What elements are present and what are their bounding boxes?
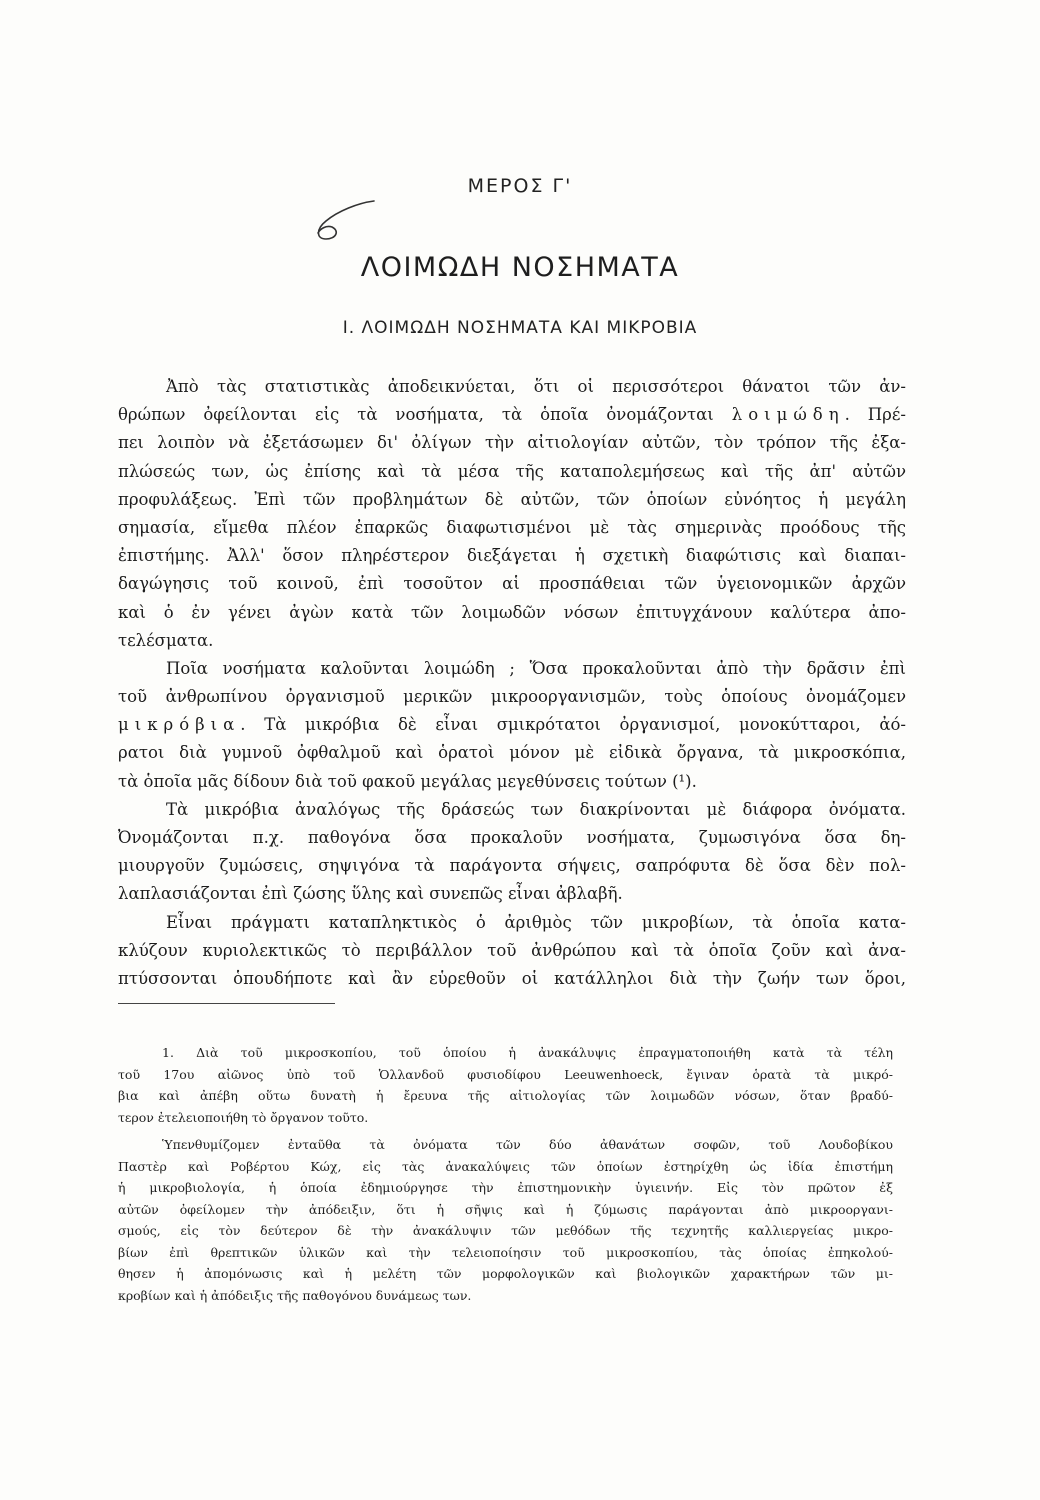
main-text — [118, 373, 906, 993]
footnote-line: κροβίων καὶ ἡ ἀπόδειξις τῆς παθογόνου δυνάμεως των. — [118, 1287, 472, 1303]
footnote-line: Ὑπενθυμίζομεν ἐνταῦθα τὰ ὀνόματα τῶν δύο ἀθανάτων σοφῶν, τοῦ Λουδοβίκου — [162, 1137, 893, 1152]
text-line: σημασία, εἴμεθα πλέον ἐπαρκῶς διαφωτισμένοι μὲ τὰς σημερινὰς προόδους τῆς — [118, 517, 906, 537]
footnotes — [118, 1042, 893, 1306]
text-line: πει λοιπὸν νὰ ἐξετάσωμεν δι' ὀλίγων τὴν αἰτιολογίαν αὐτῶν, τὸν τρόπον τῆς ἐξα- — [118, 433, 906, 453]
text-line: πλώσεώς των, ὡς ἐπίσης καὶ τὰ μέσα τῆς καταπολεμήσεως καὶ τῆς ἀπ' αὐτῶν — [118, 461, 906, 481]
footnote-reference[interactable]: (¹) — [672, 771, 692, 791]
footnote-line: ἡ μικροβιολογία, ἡ ὁποία ἐδημιούργησε τὴν ἐπιστημονικὴν ὑγιεινήν. Εἰς τὸν πρῶτον ἐξ — [118, 1180, 893, 1195]
text-line: ἐπιστήμης. Ἀλλ' ὅσον πληρέστερον διεξάγεται ἡ σχετικὴ διαφώτισις καὶ διαπαι- — [118, 546, 906, 566]
text-line: κλύζουν κυριολεκτικῶς τὸ περιβάλλον τοῦ ἀνθρώπου καὶ τὰ ὁποῖα ζοῦν καὶ ἀνα- — [118, 940, 906, 960]
footnote-line: αὐτῶν ὀφείλομεν τὴν ἀπόδειξιν, ὅτι ἡ σῆψις καὶ ἡ ζύμωσις παράγονται ἀπὸ μικροοργανι- — [118, 1201, 893, 1217]
footnote-line: Παστὲρ καὶ Ροβέρτου Κώχ, εἰς τὰς ἀνακαλύψεις τῶν ὁποίων ἐστηρίχθη ὡς ἰδία ἐπιστήμη — [118, 1158, 893, 1174]
text-line: Τὰ μικρόβια ἀναλόγως τῆς δράσεώς των διακρίνονται μὲ διάφορα ὀνόματα. — [166, 799, 906, 819]
text-line: τελέσματα. — [118, 630, 214, 650]
text-line: δαγώγησις τοῦ κοινοῦ, ἐπὶ τοσοῦτον αἱ προσπάθειαι τῶν ὑγειονομικῶν ἀρχῶν — [118, 574, 906, 594]
text-line: θρώπων ὀφείλονται εἰς τὰ νοσήματα, τὰ ὁποῖα ὀνομάζονται λοιμώδη. Πρέ- — [118, 405, 907, 425]
part-title: ΜΕΡΟΣ Γ' — [467, 175, 573, 197]
text-line: Ἀπὸ τὰς στατιστικὰς ἀποδεικνύεται, ὅτι οἱ περισσότεροι θάνατοι τῶν ἀν- — [166, 377, 906, 396]
text-line: Εἶναι πράγματι καταπληκτικὸς ὁ ἀριθμὸς τῶν μικροβίων, τὰ ὁποῖα κατα- — [166, 912, 906, 932]
footnote-line: βια καὶ ἀπέβη οὕτω δυνατὴ ἡ ἔρευνα τῆς αἰτιολογίας τῶν λοιμωδῶν νόσων, ὅταν βραδύ- — [118, 1088, 893, 1103]
footnote-line: βίων ἐπὶ θρεπτικῶν ὑλικῶν καὶ τὴν τελειοποίησιν τοῦ μικροσκοπίου, τὰς ὁποίας ἐπηκολού- — [118, 1244, 893, 1260]
emphasized-term: λοιμώδη — [731, 405, 845, 425]
text-line: μιουργοῦν ζυμώσεις, σηψιγόνα τὰ παράγοντα σήψεις, σαπρόφυτα δὲ ὅσα δὲν πολ- — [118, 856, 906, 876]
footnote-divider — [118, 1003, 335, 1004]
emphasized-term: μικρόβια — [118, 715, 241, 735]
chapter-title: ΛΟΙΜΩΔΗ ΝΟΣΗΜΑΤΑ — [360, 252, 680, 283]
handwritten-page-mark — [308, 195, 388, 245]
footnote-line: τοῦ 17ου αἰῶνος ὑπὸ τοῦ Ὁλλανδοῦ φυσιοδίφου Leeuwenhoeck, ἔγιναν ὁρατὰ τὰ μικρό- — [118, 1066, 893, 1082]
text-line: μικρόβια. Τὰ μικρόβια δὲ εἶναι σμικρότατοι ὀργανισμοί, μονοκύτταροι, ἀό- — [118, 715, 906, 735]
section-title: Ι. ΛΟΙΜΩΔΗ ΝΟΣΗΜΑΤΑ ΚΑΙ ΜΙΚΡΟΒΙΑ — [342, 318, 698, 338]
text-line: Ποῖα νοσήματα καλοῦνται λοιμώδη ; Ὅσα προκαλοῦνται ἀπὸ τὴν δρᾶσιν ἐπὶ — [166, 658, 906, 678]
text-line: λαπλασιάζονται ἐπὶ ζώσης ὕλης καὶ συνεπῶς εἶναι ἀβλαβῆ. — [118, 884, 623, 904]
text-line: πτύσσονται ὁπουδήποτε καὶ ἂν εὑρεθοῦν οἱ κατάλληλοι διὰ τὴν ζωήν των ὅροι, — [118, 968, 906, 988]
footnote-line: θησεν ἡ ἀπομόνωσις καὶ ἡ μελέτη τῶν μορφολογικῶν καὶ βιολογικῶν χαρακτήρων τῶν μι- — [118, 1266, 893, 1281]
text-line: καὶ ὁ ἐν γένει ἀγὼν κατὰ τῶν λοιμωδῶν νόσων ἐπιτυγχάνουν καλύτερα ἀπο- — [118, 602, 906, 622]
footnote-line: σμούς, εἰς τὸν δεύτερον δὲ τὴν ἀνακάλυψιν τῶν μεθόδων τῆς τεχνητῆς καλλιεργείας μικρο- — [118, 1223, 893, 1238]
text-line: Ὀνομάζονται π.χ. παθογόνα ὅσα προκαλοῦν νοσήματα, ζυμωσιγόνα ὅσα δη- — [118, 828, 906, 847]
footnote-line: τερον ἐτελειοποιήθη τὸ ὄργανον τοῦτο. — [118, 1109, 369, 1125]
text-line: προφυλάξεως. Ἐπὶ τῶν προβλημάτων δὲ αὐτῶν, τῶν ὁποίων εὐνόητος ἡ μεγάλη — [118, 489, 906, 509]
text-line: τοῦ ἀνθρωπίνου ὀργανισμοῦ μερικῶν μικροοργανισμῶν, τοὺς ὁποίους ὀνομάζομεν — [118, 687, 906, 707]
footnote-line: 1. Διὰ τοῦ μικροσκοπίου, τοῦ ὁποίου ἡ ἀνακάλυψις ἐπραγματοποιήθη κατὰ τὰ τέλη — [162, 1045, 893, 1060]
text-line: τὰ ὁποῖα μᾶς δίδουν διὰ τοῦ φακοῦ μεγάλας μεγεθύνσεις τούτων (¹). — [118, 771, 697, 791]
text-line: ρατοι διὰ γυμνοῦ ὀφθαλμοῦ καὶ ὁρατοὶ μόνον μὲ εἰδικὰ ὄργανα, τὰ μικροσκόπια, — [118, 743, 906, 763]
